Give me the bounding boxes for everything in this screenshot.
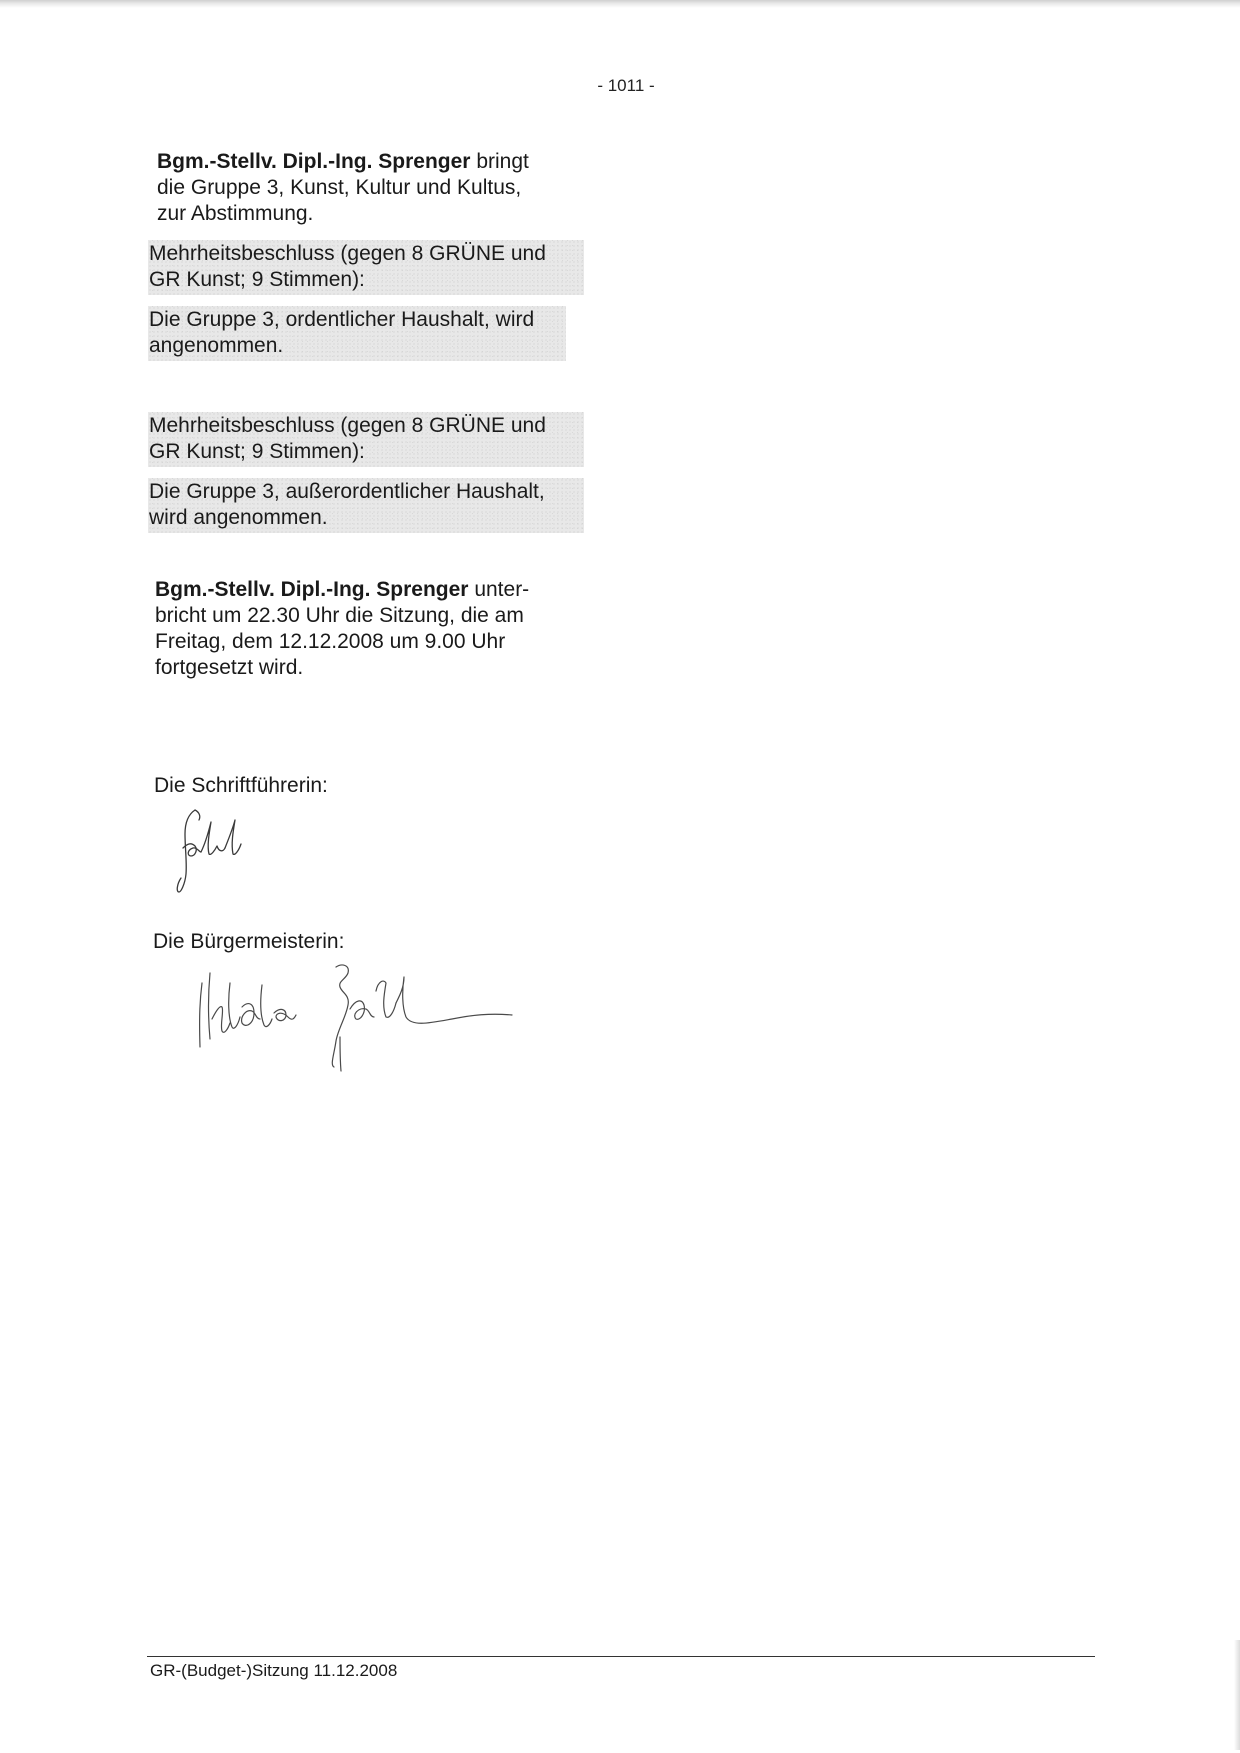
resolution-line-2: GR Kunst; 9 Stimmen): [149, 268, 365, 291]
result-line-1: Die Gruppe 3, ordentlicher Haushalt, wird [149, 308, 535, 331]
resolution-block [148, 240, 584, 295]
motion-text: bringt [470, 150, 529, 173]
motion-line-1 [157, 149, 529, 175]
scan-edge-right [1234, 1640, 1240, 1750]
scan-edge [0, 0, 1240, 8]
mayor-label: Die Bürgermeisterin: [153, 930, 345, 953]
speaker-name: Bgm.-Stellv. Dipl.-Ing. Sprenger [157, 150, 471, 173]
footer-divider [147, 1656, 1095, 1657]
adjournment-paragraph [155, 577, 529, 681]
footer-text: GR-(Budget-)Sitzung 11.12.2008 [150, 1661, 398, 1680]
result-line-2: angenommen. [149, 334, 284, 357]
result-line-1: Die Gruppe 3, außerordentlicher Haushalt, [149, 480, 545, 503]
resolution-line-2: GR Kunst; 9 Stimmen): [149, 440, 365, 463]
adjournment-line-4: fortgesetzt wird. [155, 656, 304, 679]
secretary-signature [165, 800, 275, 900]
motion-line-3: zur Abstimmung. [157, 202, 314, 225]
adjournment-text: unter- [468, 578, 530, 601]
page-number: - 1011 - [597, 76, 655, 95]
speaker-name: Bgm.-Stellv. Dipl.-Ing. Sprenger [155, 578, 469, 601]
motion-paragraph [157, 149, 529, 227]
mayor-signature [190, 955, 530, 1080]
resolution-line-1: Mehrheitsbeschluss (gegen 8 GRÜNE und [149, 414, 546, 437]
resolution-block [148, 412, 584, 467]
result-block [148, 306, 566, 361]
result-block [148, 478, 584, 533]
result-line-2: wird angenommen. [149, 506, 328, 529]
secretary-label: Die Schriftführerin: [154, 774, 328, 797]
motion-line-2: die Gruppe 3, Kunst, Kultur und Kultus, [157, 176, 522, 199]
adjournment-line-3: Freitag, dem 12.12.2008 um 9.00 Uhr [155, 630, 506, 653]
adjournment-line-1 [155, 577, 529, 603]
resolution-line-1: Mehrheitsbeschluss (gegen 8 GRÜNE und [149, 242, 546, 265]
adjournment-line-2: bricht um 22.30 Uhr die Sitzung, die am [155, 604, 524, 627]
